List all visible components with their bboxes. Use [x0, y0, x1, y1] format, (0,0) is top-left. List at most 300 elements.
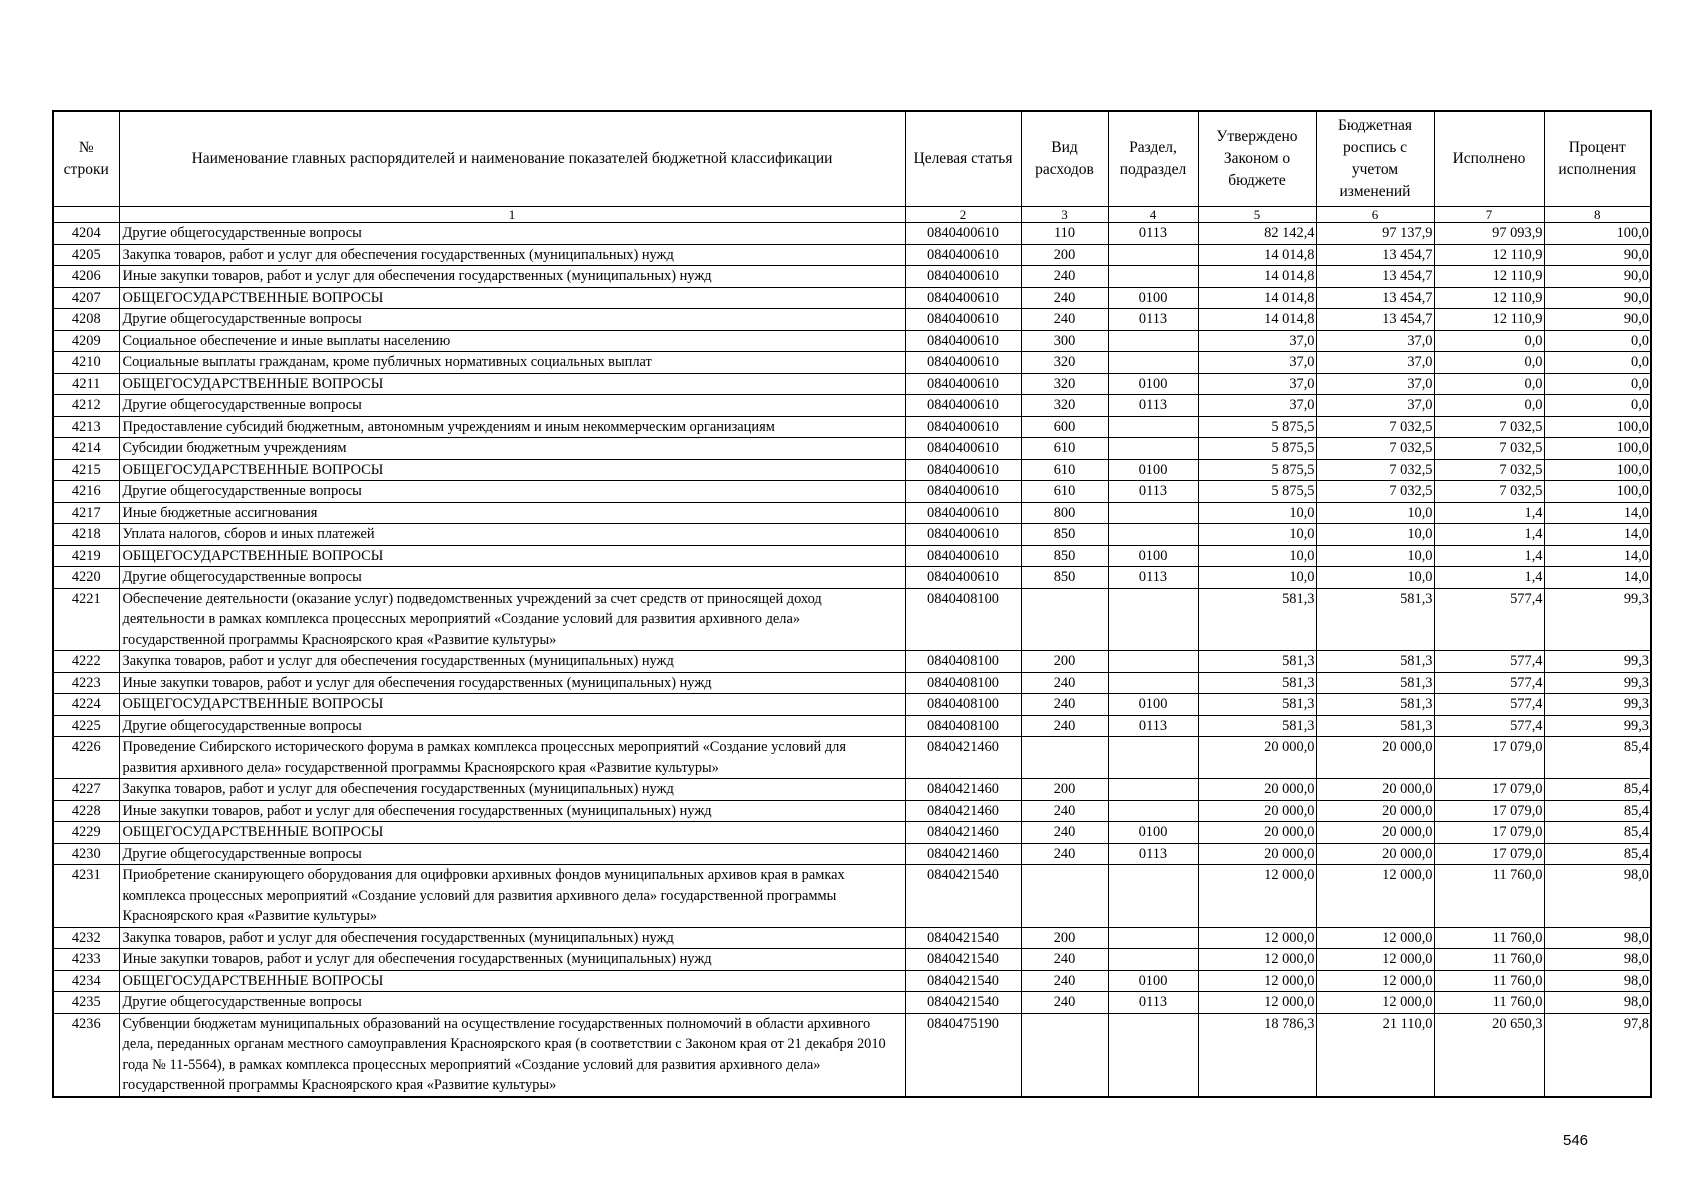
approved-cell: 10,0 [1198, 524, 1316, 546]
row-name-cell: Другие общегосударственные вопросы [119, 843, 905, 865]
row-number-cell: 4206 [53, 266, 119, 288]
budget-schedule-cell: 581,3 [1316, 715, 1434, 737]
expense-kind-cell: 240 [1021, 309, 1108, 331]
section-cell [1108, 651, 1198, 673]
row-number-cell: 4228 [53, 800, 119, 822]
section-cell: 0113 [1108, 481, 1198, 503]
row-name-cell: ОБЩЕГОСУДАРСТВЕННЫЕ ВОПРОСЫ [119, 970, 905, 992]
budget-schedule-cell: 581,3 [1316, 588, 1434, 651]
expense-kind-cell: 200 [1021, 927, 1108, 949]
header-approved: Утверждено Законом о бюджете [1198, 111, 1316, 207]
row-name-cell: Обеспечение деятельности (оказание услуг) подведомственных учреждений за счет средств от приносящей доход деятельности в рамках комплекса процессных мероприятий «Создание условий для развития архивного дела» государственной программы Красноярского края «Развитие культуры» [119, 588, 905, 651]
percent-cell: 90,0 [1544, 309, 1651, 331]
column-number-row [53, 207, 1651, 223]
row-number-cell: 4223 [53, 672, 119, 694]
table-row [53, 715, 1651, 737]
budget-schedule-cell: 12 000,0 [1316, 865, 1434, 928]
column-number: 6 [1316, 207, 1434, 223]
target-article-cell: 0840400610 [905, 395, 1021, 417]
budget-schedule-cell: 12 000,0 [1316, 927, 1434, 949]
section-cell [1108, 524, 1198, 546]
table-row [53, 352, 1651, 374]
executed-cell: 17 079,0 [1434, 737, 1544, 779]
section-cell: 0113 [1108, 395, 1198, 417]
expense-kind-cell: 240 [1021, 800, 1108, 822]
target-article-cell: 0840408100 [905, 588, 1021, 651]
approved-cell: 12 000,0 [1198, 970, 1316, 992]
target-article-cell: 0840408100 [905, 715, 1021, 737]
table-row [53, 545, 1651, 567]
expense-kind-cell [1021, 737, 1108, 779]
expense-kind-cell: 240 [1021, 715, 1108, 737]
row-name-cell: Иные закупки товаров, работ и услуг для обеспечения государственных (муниципальных) нужд [119, 672, 905, 694]
table-row [53, 694, 1651, 716]
row-name-cell: Иные бюджетные ассигнования [119, 502, 905, 524]
percent-cell: 100,0 [1544, 459, 1651, 481]
target-article-cell: 0840421540 [905, 865, 1021, 928]
percent-cell: 85,4 [1544, 800, 1651, 822]
expense-kind-cell [1021, 865, 1108, 928]
header-target-article: Целевая статья [905, 111, 1021, 207]
target-article-cell: 0840421540 [905, 949, 1021, 971]
expense-kind-cell: 240 [1021, 822, 1108, 844]
executed-cell: 12 110,9 [1434, 309, 1544, 331]
section-cell [1108, 672, 1198, 694]
expense-kind-cell: 610 [1021, 481, 1108, 503]
executed-cell: 577,4 [1434, 715, 1544, 737]
section-cell: 0113 [1108, 309, 1198, 331]
table-row [53, 459, 1651, 481]
approved-cell: 82 142,4 [1198, 223, 1316, 245]
executed-cell: 7 032,5 [1434, 438, 1544, 460]
header-budget-schedule: Бюджетная роспись с учетом изменений [1316, 111, 1434, 207]
table-row [53, 438, 1651, 460]
target-article-cell: 0840408100 [905, 672, 1021, 694]
column-number: 3 [1021, 207, 1108, 223]
executed-cell: 577,4 [1434, 694, 1544, 716]
expense-kind-cell: 240 [1021, 949, 1108, 971]
header-row-number: № строки [53, 111, 119, 207]
row-number-cell: 4219 [53, 545, 119, 567]
executed-cell: 12 110,9 [1434, 244, 1544, 266]
approved-cell: 20 000,0 [1198, 737, 1316, 779]
row-number-cell: 4205 [53, 244, 119, 266]
column-number: 8 [1544, 207, 1651, 223]
table-row [53, 949, 1651, 971]
table-row [53, 927, 1651, 949]
budget-table [52, 110, 1652, 1098]
table-row [53, 779, 1651, 801]
budget-schedule-cell: 20 000,0 [1316, 822, 1434, 844]
section-cell: 0100 [1108, 373, 1198, 395]
approved-cell: 581,3 [1198, 651, 1316, 673]
target-article-cell: 0840421460 [905, 737, 1021, 779]
executed-cell: 12 110,9 [1434, 266, 1544, 288]
target-article-cell: 0840421460 [905, 822, 1021, 844]
row-name-cell: Другие общегосударственные вопросы [119, 567, 905, 589]
column-number: 5 [1198, 207, 1316, 223]
percent-cell: 99,3 [1544, 651, 1651, 673]
row-number-cell: 4216 [53, 481, 119, 503]
percent-cell: 0,0 [1544, 395, 1651, 417]
section-cell [1108, 865, 1198, 928]
table-row [53, 822, 1651, 844]
section-cell [1108, 779, 1198, 801]
target-article-cell: 0840400610 [905, 481, 1021, 503]
table-row [53, 800, 1651, 822]
percent-cell: 85,4 [1544, 822, 1651, 844]
table-row [53, 481, 1651, 503]
table-row [53, 524, 1651, 546]
table-row [53, 992, 1651, 1014]
target-article-cell: 0840421460 [905, 843, 1021, 865]
column-number: 7 [1434, 207, 1544, 223]
table-row [53, 843, 1651, 865]
approved-cell: 581,3 [1198, 715, 1316, 737]
expense-kind-cell: 850 [1021, 545, 1108, 567]
row-number-cell: 4208 [53, 309, 119, 331]
row-number-cell: 4218 [53, 524, 119, 546]
row-number-cell: 4212 [53, 395, 119, 417]
expense-kind-cell: 850 [1021, 567, 1108, 589]
executed-cell: 1,4 [1434, 524, 1544, 546]
row-number-cell: 4224 [53, 694, 119, 716]
row-name-cell: ОБЩЕГОСУДАРСТВЕННЫЕ ВОПРОСЫ [119, 545, 905, 567]
row-name-cell: Другие общегосударственные вопросы [119, 309, 905, 331]
table-row [53, 223, 1651, 245]
row-number-cell: 4213 [53, 416, 119, 438]
row-name-cell: Социальное обеспечение и иные выплаты населению [119, 330, 905, 352]
percent-cell: 100,0 [1544, 481, 1651, 503]
approved-cell: 5 875,5 [1198, 416, 1316, 438]
row-name-cell: Иные закупки товаров, работ и услуг для обеспечения государственных (муниципальных) нужд [119, 800, 905, 822]
row-name-cell: Другие общегосударственные вопросы [119, 992, 905, 1014]
target-article-cell: 0840400610 [905, 502, 1021, 524]
expense-kind-cell: 320 [1021, 352, 1108, 374]
budget-schedule-cell: 10,0 [1316, 567, 1434, 589]
executed-cell: 577,4 [1434, 651, 1544, 673]
executed-cell: 97 093,9 [1434, 223, 1544, 245]
approved-cell: 581,3 [1198, 694, 1316, 716]
budget-schedule-cell: 20 000,0 [1316, 800, 1434, 822]
section-cell [1108, 949, 1198, 971]
percent-cell: 100,0 [1544, 223, 1651, 245]
row-name-cell: Субсидии бюджетным учреждениям [119, 438, 905, 460]
approved-cell: 37,0 [1198, 330, 1316, 352]
section-cell [1108, 502, 1198, 524]
approved-cell: 20 000,0 [1198, 843, 1316, 865]
executed-cell: 0,0 [1434, 330, 1544, 352]
table-row [53, 330, 1651, 352]
header-row [53, 111, 1651, 207]
target-article-cell: 0840421540 [905, 992, 1021, 1014]
budget-schedule-cell: 20 000,0 [1316, 779, 1434, 801]
approved-cell: 37,0 [1198, 352, 1316, 374]
budget-schedule-cell: 10,0 [1316, 502, 1434, 524]
executed-cell: 20 650,3 [1434, 1013, 1544, 1097]
budget-schedule-cell: 13 454,7 [1316, 309, 1434, 331]
table-row [53, 416, 1651, 438]
row-number-cell: 4233 [53, 949, 119, 971]
executed-cell: 0,0 [1434, 352, 1544, 374]
row-name-cell: ОБЩЕГОСУДАРСТВЕННЫЕ ВОПРОСЫ [119, 459, 905, 481]
budget-schedule-cell: 7 032,5 [1316, 416, 1434, 438]
approved-cell: 5 875,5 [1198, 438, 1316, 460]
percent-cell: 14,0 [1544, 567, 1651, 589]
budget-schedule-cell: 10,0 [1316, 524, 1434, 546]
section-cell [1108, 927, 1198, 949]
executed-cell: 7 032,5 [1434, 481, 1544, 503]
executed-cell: 11 760,0 [1434, 865, 1544, 928]
row-name-cell: Иные закупки товаров, работ и услуг для обеспечения государственных (муниципальных) нужд [119, 949, 905, 971]
budget-schedule-cell: 20 000,0 [1316, 737, 1434, 779]
budget-schedule-cell: 12 000,0 [1316, 970, 1434, 992]
budget-schedule-cell: 21 110,0 [1316, 1013, 1434, 1097]
executed-cell: 0,0 [1434, 395, 1544, 417]
percent-cell: 0,0 [1544, 352, 1651, 374]
row-name-cell: Проведение Сибирского исторического форума в рамках комплекса процессных мероприятий «Создание условий для развития архивного дела» государственной программы Красноярского края «Развитие культуры» [119, 737, 905, 779]
table-row [53, 502, 1651, 524]
header-name: Наименование главных распорядителей и наименование показателей бюджетной классификации [119, 111, 905, 207]
percent-cell: 0,0 [1544, 373, 1651, 395]
row-number-cell: 4207 [53, 287, 119, 309]
percent-cell: 99,3 [1544, 694, 1651, 716]
header-expense-kind: Вид расходов [1021, 111, 1108, 207]
budget-schedule-cell: 97 137,9 [1316, 223, 1434, 245]
row-number-cell: 4225 [53, 715, 119, 737]
percent-cell: 97,8 [1544, 1013, 1651, 1097]
expense-kind-cell: 320 [1021, 395, 1108, 417]
row-number-cell: 4230 [53, 843, 119, 865]
executed-cell: 12 110,9 [1434, 287, 1544, 309]
budget-schedule-cell: 581,3 [1316, 651, 1434, 673]
percent-cell: 99,3 [1544, 672, 1651, 694]
target-article-cell: 0840400610 [905, 567, 1021, 589]
budget-schedule-cell: 13 454,7 [1316, 287, 1434, 309]
expense-kind-cell: 600 [1021, 416, 1108, 438]
section-cell [1108, 352, 1198, 374]
approved-cell: 14 014,8 [1198, 287, 1316, 309]
percent-cell: 85,4 [1544, 843, 1651, 865]
expense-kind-cell: 240 [1021, 694, 1108, 716]
row-name-cell: ОБЩЕГОСУДАРСТВЕННЫЕ ВОПРОСЫ [119, 694, 905, 716]
table-row [53, 287, 1651, 309]
row-number-cell: 4234 [53, 970, 119, 992]
section-cell: 0100 [1108, 545, 1198, 567]
table-row [53, 672, 1651, 694]
target-article-cell: 0840408100 [905, 694, 1021, 716]
budget-schedule-cell: 581,3 [1316, 672, 1434, 694]
percent-cell: 14,0 [1544, 502, 1651, 524]
percent-cell: 98,0 [1544, 927, 1651, 949]
row-name-cell: Закупка товаров, работ и услуг для обеспечения государственных (муниципальных) нужд [119, 651, 905, 673]
row-number-cell: 4231 [53, 865, 119, 928]
budget-schedule-cell: 7 032,5 [1316, 459, 1434, 481]
table-row [53, 737, 1651, 779]
executed-cell: 7 032,5 [1434, 459, 1544, 481]
budget-schedule-cell: 12 000,0 [1316, 992, 1434, 1014]
percent-cell: 14,0 [1544, 524, 1651, 546]
row-number-cell: 4232 [53, 927, 119, 949]
header-section: Раздел, подраздел [1108, 111, 1198, 207]
budget-schedule-cell: 12 000,0 [1316, 949, 1434, 971]
column-number: 2 [905, 207, 1021, 223]
executed-cell: 7 032,5 [1434, 416, 1544, 438]
table-row [53, 373, 1651, 395]
percent-cell: 14,0 [1544, 545, 1651, 567]
row-name-cell: Другие общегосударственные вопросы [119, 395, 905, 417]
row-name-cell: ОБЩЕГОСУДАРСТВЕННЫЕ ВОПРОСЫ [119, 822, 905, 844]
section-cell: 0113 [1108, 223, 1198, 245]
expense-kind-cell: 240 [1021, 266, 1108, 288]
target-article-cell: 0840400610 [905, 244, 1021, 266]
row-number-cell: 4226 [53, 737, 119, 779]
row-number-cell: 4221 [53, 588, 119, 651]
header-percent: Процент исполнения [1544, 111, 1651, 207]
budget-schedule-cell: 37,0 [1316, 373, 1434, 395]
percent-cell: 98,0 [1544, 949, 1651, 971]
row-number-cell: 4227 [53, 779, 119, 801]
row-number-cell: 4236 [53, 1013, 119, 1097]
expense-kind-cell: 300 [1021, 330, 1108, 352]
expense-kind-cell: 800 [1021, 502, 1108, 524]
expense-kind-cell [1021, 588, 1108, 651]
approved-cell: 10,0 [1198, 567, 1316, 589]
table-row [53, 395, 1651, 417]
row-number-cell: 4217 [53, 502, 119, 524]
row-name-cell: ОБЩЕГОСУДАРСТВЕННЫЕ ВОПРОСЫ [119, 373, 905, 395]
table-row [53, 244, 1651, 266]
section-cell [1108, 330, 1198, 352]
target-article-cell: 0840400610 [905, 459, 1021, 481]
executed-cell: 577,4 [1434, 588, 1544, 651]
section-cell: 0100 [1108, 694, 1198, 716]
row-number-cell: 4214 [53, 438, 119, 460]
executed-cell: 17 079,0 [1434, 800, 1544, 822]
percent-cell: 98,0 [1544, 865, 1651, 928]
percent-cell: 100,0 [1544, 438, 1651, 460]
row-name-cell: Другие общегосударственные вопросы [119, 715, 905, 737]
row-name-cell: Закупка товаров, работ и услуг для обеспечения государственных (муниципальных) нужд [119, 927, 905, 949]
section-cell: 0100 [1108, 287, 1198, 309]
percent-cell: 90,0 [1544, 266, 1651, 288]
expense-kind-cell [1021, 1013, 1108, 1097]
budget-schedule-cell: 37,0 [1316, 352, 1434, 374]
section-cell: 0100 [1108, 970, 1198, 992]
approved-cell: 5 875,5 [1198, 459, 1316, 481]
target-article-cell: 0840400610 [905, 416, 1021, 438]
percent-cell: 85,4 [1544, 737, 1651, 779]
section-cell: 0113 [1108, 715, 1198, 737]
percent-cell: 99,3 [1544, 588, 1651, 651]
expense-kind-cell: 200 [1021, 651, 1108, 673]
target-article-cell: 0840400610 [905, 373, 1021, 395]
table-row [53, 567, 1651, 589]
row-name-cell: Иные закупки товаров, работ и услуг для обеспечения государственных (муниципальных) нужд [119, 266, 905, 288]
budget-schedule-cell: 13 454,7 [1316, 266, 1434, 288]
section-cell [1108, 266, 1198, 288]
section-cell: 0113 [1108, 843, 1198, 865]
row-name-cell: Другие общегосударственные вопросы [119, 481, 905, 503]
approved-cell: 14 014,8 [1198, 266, 1316, 288]
approved-cell: 5 875,5 [1198, 481, 1316, 503]
table-row [53, 1013, 1651, 1097]
row-name-cell: Предоставление субсидий бюджетным, автономным учреждениям и иным некоммерческим организациям [119, 416, 905, 438]
percent-cell: 90,0 [1544, 244, 1651, 266]
target-article-cell: 0840421540 [905, 970, 1021, 992]
section-cell [1108, 438, 1198, 460]
expense-kind-cell: 200 [1021, 779, 1108, 801]
header-executed: Исполнено [1434, 111, 1544, 207]
row-number-cell: 4215 [53, 459, 119, 481]
column-number: 1 [119, 207, 905, 223]
target-article-cell: 0840421540 [905, 927, 1021, 949]
row-number-cell: 4220 [53, 567, 119, 589]
percent-cell: 85,4 [1544, 779, 1651, 801]
section-cell: 0100 [1108, 459, 1198, 481]
section-cell [1108, 1013, 1198, 1097]
executed-cell: 11 760,0 [1434, 949, 1544, 971]
row-number-cell: 4222 [53, 651, 119, 673]
target-article-cell: 0840400610 [905, 309, 1021, 331]
approved-cell: 10,0 [1198, 502, 1316, 524]
table-row [53, 651, 1651, 673]
approved-cell: 581,3 [1198, 588, 1316, 651]
target-article-cell: 0840400610 [905, 223, 1021, 245]
budget-schedule-cell: 7 032,5 [1316, 438, 1434, 460]
executed-cell: 1,4 [1434, 502, 1544, 524]
budget-schedule-cell: 20 000,0 [1316, 843, 1434, 865]
budget-schedule-cell: 13 454,7 [1316, 244, 1434, 266]
column-number: 4 [1108, 207, 1198, 223]
executed-cell: 1,4 [1434, 567, 1544, 589]
expense-kind-cell: 240 [1021, 672, 1108, 694]
row-name-cell: Социальные выплаты гражданам, кроме публичных нормативных социальных выплат [119, 352, 905, 374]
executed-cell: 1,4 [1434, 545, 1544, 567]
row-number-cell: 4235 [53, 992, 119, 1014]
executed-cell: 17 079,0 [1434, 779, 1544, 801]
percent-cell: 90,0 [1544, 287, 1651, 309]
approved-cell: 37,0 [1198, 395, 1316, 417]
row-number-cell: 4211 [53, 373, 119, 395]
target-article-cell: 0840400610 [905, 352, 1021, 374]
section-cell: 0113 [1108, 567, 1198, 589]
target-article-cell: 0840400610 [905, 545, 1021, 567]
approved-cell: 14 014,8 [1198, 309, 1316, 331]
approved-cell: 20 000,0 [1198, 822, 1316, 844]
row-number-cell: 4204 [53, 223, 119, 245]
target-article-cell: 0840400610 [905, 287, 1021, 309]
expense-kind-cell: 240 [1021, 287, 1108, 309]
table-row [53, 865, 1651, 928]
row-name-cell: ОБЩЕГОСУДАРСТВЕННЫЕ ВОПРОСЫ [119, 287, 905, 309]
target-article-cell: 0840400610 [905, 330, 1021, 352]
executed-cell: 17 079,0 [1434, 843, 1544, 865]
approved-cell: 20 000,0 [1198, 800, 1316, 822]
section-cell [1108, 588, 1198, 651]
expense-kind-cell: 240 [1021, 970, 1108, 992]
expense-kind-cell: 240 [1021, 992, 1108, 1014]
executed-cell: 0,0 [1434, 373, 1544, 395]
expense-kind-cell: 110 [1021, 223, 1108, 245]
target-article-cell: 0840408100 [905, 651, 1021, 673]
executed-cell: 577,4 [1434, 672, 1544, 694]
section-cell [1108, 737, 1198, 779]
approved-cell: 20 000,0 [1198, 779, 1316, 801]
budget-schedule-cell: 37,0 [1316, 395, 1434, 417]
approved-cell: 10,0 [1198, 545, 1316, 567]
expense-kind-cell: 610 [1021, 438, 1108, 460]
